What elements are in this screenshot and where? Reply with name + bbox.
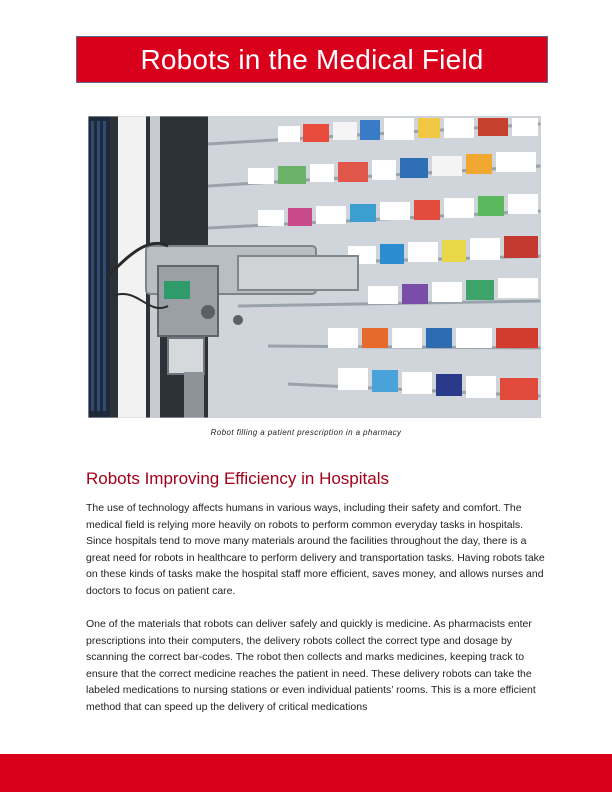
image-caption: Robot filling a patient prescription in a pharmacy bbox=[210, 428, 402, 437]
pharmacy-robot-photo bbox=[88, 116, 541, 418]
footer-bar bbox=[0, 754, 612, 792]
body-paragraph-2: One of the materials that robots can deliver safely and quickly is medicine. As pharmacists enter prescriptions into their computers, the delivery robots collect the correct type and dosage by scanning the correct bar-codes. The robot then collects and marks medicines, keeping track to ensure that the correct medicine reaches the patient in need. These delivery robots can take the labeled medications to nursing stations or even individual patients’ rooms. This is a more efficient method that can speed up the delivery of critical medications bbox=[86, 618, 536, 713]
page-title: Robots in the Medical Field bbox=[140, 43, 484, 75]
body-paragraph-1: The use of technology affects humans in various ways, including their safety and comfort. The medical field is relying more heavily on robots to perform common everyday tasks in hospitals. Since hospitals tend to move many materials around the facilities throughout the day, there is a great need for robots in healthcare to perform delivery and transportation tasks. Having robots take on these kinds of tasks make the hospital staff more efficient, saves money, and allows nurses and doctors to focus on patient care. bbox=[86, 502, 545, 597]
section-heading: Robots Improving Efficiency in Hospitals bbox=[86, 469, 389, 488]
title-banner bbox=[76, 36, 548, 83]
